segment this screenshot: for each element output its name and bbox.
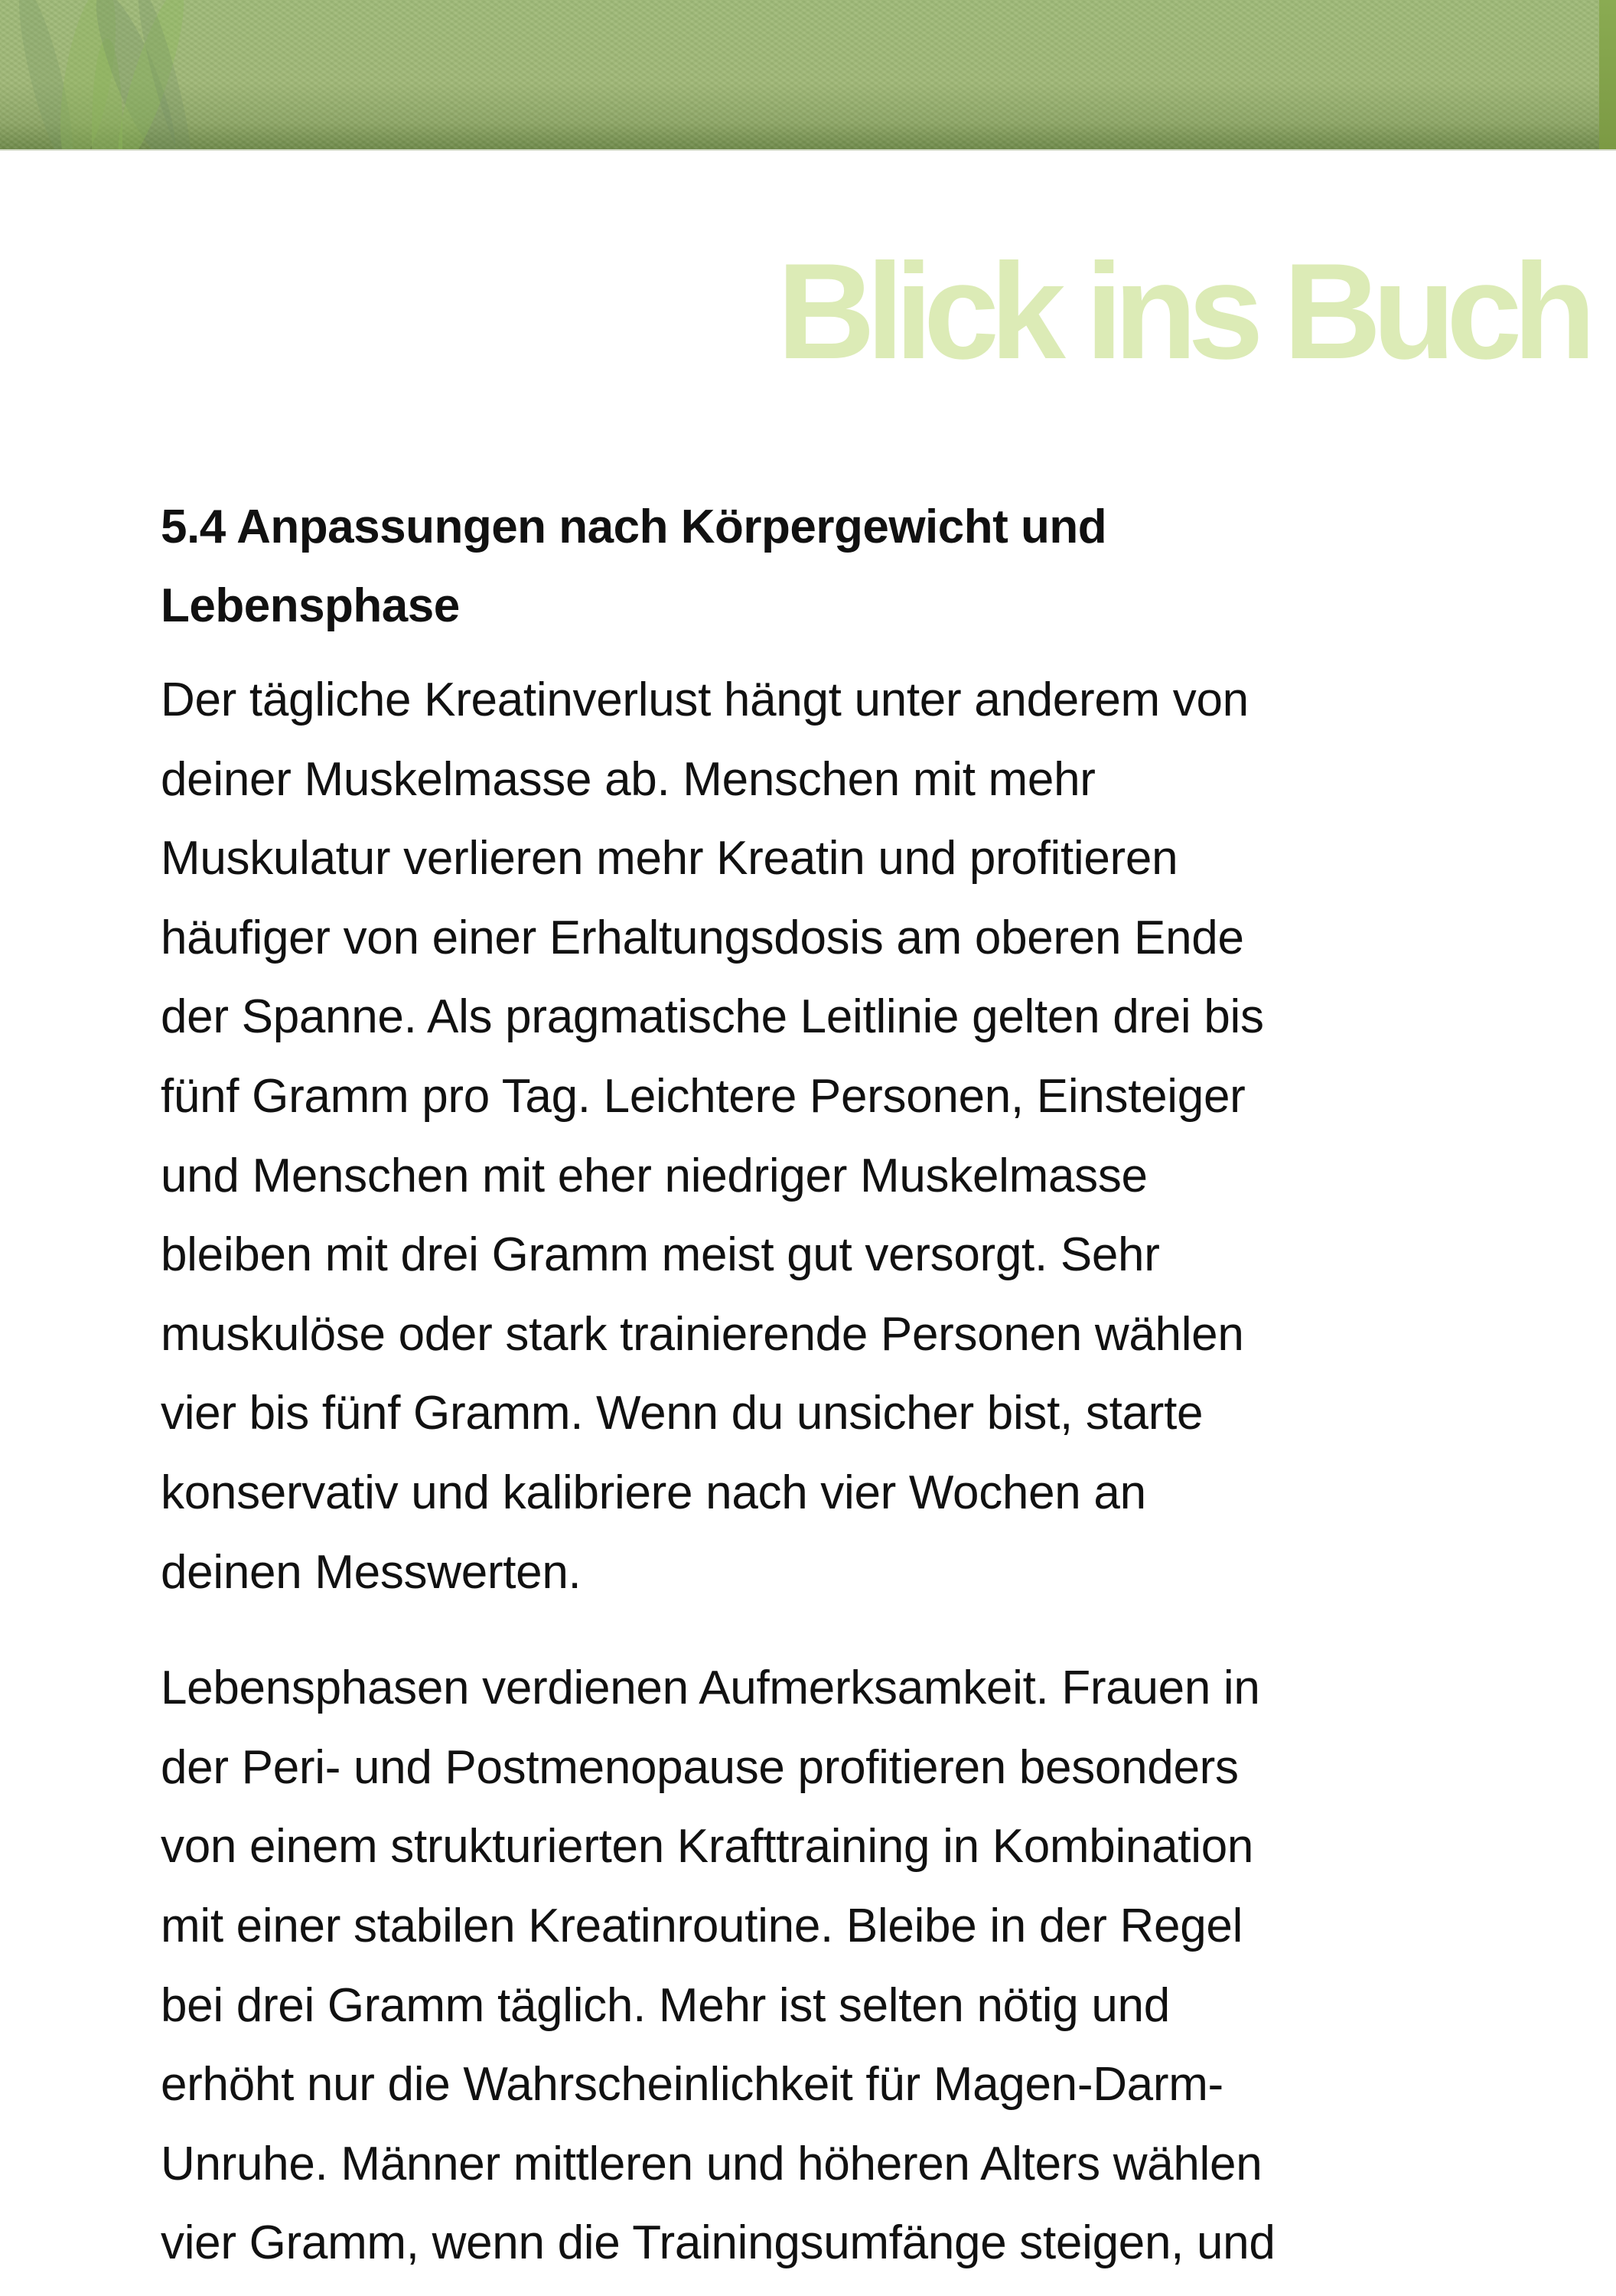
- banner-edge: [1599, 0, 1616, 149]
- text-line: deinen Messwerten.: [161, 1545, 582, 1599]
- fabric-texture: [0, 0, 1616, 149]
- page-title: Blick ins Buch: [777, 235, 1587, 387]
- text-line: Muskulatur verlieren mehr Kreatin und profitieren: [161, 832, 1178, 885]
- text-line: fünf Gramm pro Tag. Leichtere Personen, Einsteiger: [161, 1069, 1246, 1123]
- text-line: erhöht nur die Wahrscheinlichkeit für Magen-Darm-: [161, 2058, 1223, 2112]
- text-line: häufiger von einer Erhaltungsdosis am oberen Ende: [161, 911, 1244, 964]
- text-line: der Spanne. Als pragmatische Leitlinie gelten drei bis: [161, 990, 1264, 1044]
- header-banner: [0, 0, 1616, 151]
- paragraph-life-phases: [161, 1649, 1477, 2283]
- text-line: bei drei Gramm täglich. Mehr ist selten nötig und: [161, 1978, 1170, 2032]
- text-line: der Peri- und Postmenopause profitieren besonders: [161, 1740, 1239, 1794]
- text-line: muskulöse oder stark trainierende Personen wählen: [161, 1307, 1244, 1361]
- text-line: von einem strukturierten Krafttraining in Kombination: [161, 1820, 1254, 1874]
- text-line: Lebensphasen verdienen Aufmerksamkeit. Frauen in: [161, 1662, 1260, 1715]
- text-line: Unruhe. Männer mittleren und höheren Alters wählen: [161, 2137, 1262, 2190]
- paragraph-body-weight: [161, 660, 1477, 1612]
- text-line: vier Gramm, wenn die Trainingsumfänge steigen, und: [161, 2216, 1276, 2270]
- text-line: vier bis fünf Gramm. Wenn du unsicher bist, starte: [161, 1387, 1204, 1440]
- article-content: [161, 488, 1477, 2283]
- text-line: bleiben mit drei Gramm meist gut versorgt. Sehr: [161, 1228, 1160, 1282]
- section-heading: [161, 488, 1477, 645]
- text-line: und Menschen mit eher niedriger Muskelmasse: [161, 1149, 1148, 1202]
- heading-line: 5.4 Anpassungen nach Körpergewicht und: [161, 501, 1107, 553]
- text-line: deiner Muskelmasse ab. Menschen mit mehr: [161, 752, 1096, 806]
- text-line: Der tägliche Kreatinverlust hängt unter anderem von: [161, 673, 1249, 726]
- text-line: mit einer stabilen Kreatinroutine. Bleibe in der Regel: [161, 1899, 1243, 1952]
- heading-line: Lebensphase: [161, 579, 460, 632]
- text-line: konservativ und kalibriere nach vier Wochen an: [161, 1466, 1146, 1519]
